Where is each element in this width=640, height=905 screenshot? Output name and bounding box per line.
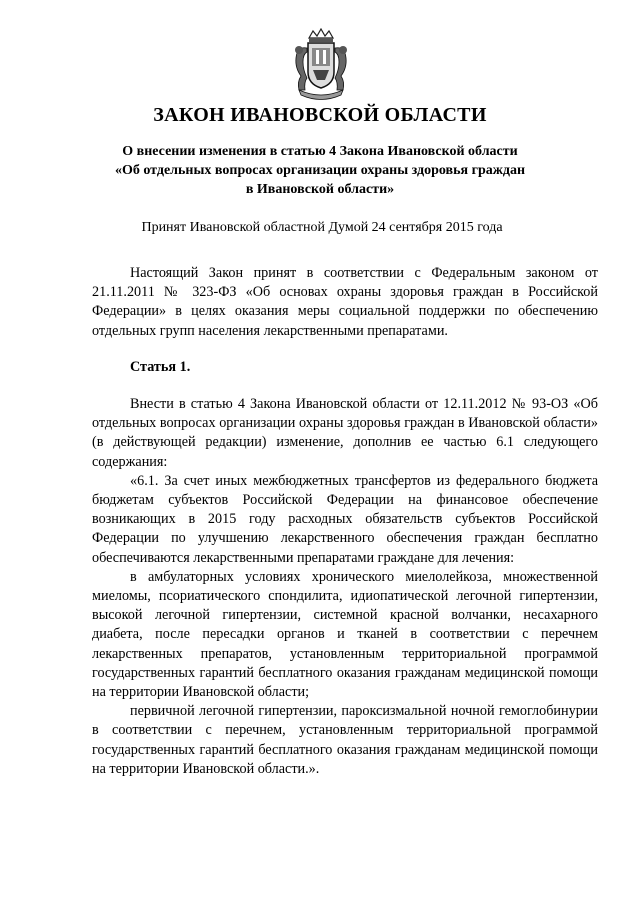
law-body (92, 264, 598, 779)
subtitle-line: в Ивановской области» (245, 182, 395, 197)
body-paragraph: в амбулаторных условиях хронического миелолейкоза, множественной миеломы, псориатического спондилита, идиопатической легочной гипертензии, высокой легочной гипертензии, системной красной волчанки, несахарного диабета, после пересадки органов и тканей в соответствии с перечнем лекарственных препаратов, установленным территориальной программой государственных гарантий бесплатного оказания гражданам медицинской помощи на территории Ивановской области; (92, 568, 598, 701)
subtitle-line: О внесении изменения в статью 4 Закона Ивановской области (122, 144, 518, 159)
subtitle-line: «Об отдельных вопросах организации охраны здоровья граждан (114, 163, 526, 178)
law-subtitle (92, 142, 548, 199)
body-paragraph: Внести в статью 4 Закона Ивановской области от 12.11.2012 № 93-ОЗ «Об отдельных вопросах организации охраны здоровья граждан в Ивановской области» (в действующей редакции) изменение, дополнив ее частью 6.1 следующего содержания: (92, 396, 598, 470)
article-heading: Статья 1. (130, 358, 191, 375)
preamble-paragraph: Настоящий Закон принят в соответствии с Федеральным законом от 21.11.2011 № 323-ФЗ «Об основах охраны здоровья граждан в Российской Федерации» в целях оказания меры социальной поддержки по обеспечению отдельных групп населения лекарственными препаратами. (92, 265, 598, 339)
body-paragraph: «6.1. За счет иных межбюджетных трансфертов из федерального бюджета бюджетам субъектов Российской Федерации на финансовое обеспечение возникающих в 2015 году расходных обязательств субъектов Российской Федерации по улучшению лекарственного обеспечения граждан бесплатно обеспечиваются лекарственными препаратами граждане для лечения: (92, 472, 598, 566)
law-title: ЗАКОН ИВАНОВСКОЙ ОБЛАСТИ (153, 104, 487, 126)
body-paragraph: первичной легочной гипертензии, пароксизмальной ночной гемоглобинурии в соответствии с перечнем, установленным территориальной программой государственных гарантий бесплатного оказания гражданам медицинской помощи на территории Ивановской области.». (92, 703, 598, 777)
adoption-note: Принят Ивановской областной Думой 24 сентября 2015 года (141, 220, 503, 235)
coat-of-arms-emblem (291, 28, 351, 100)
